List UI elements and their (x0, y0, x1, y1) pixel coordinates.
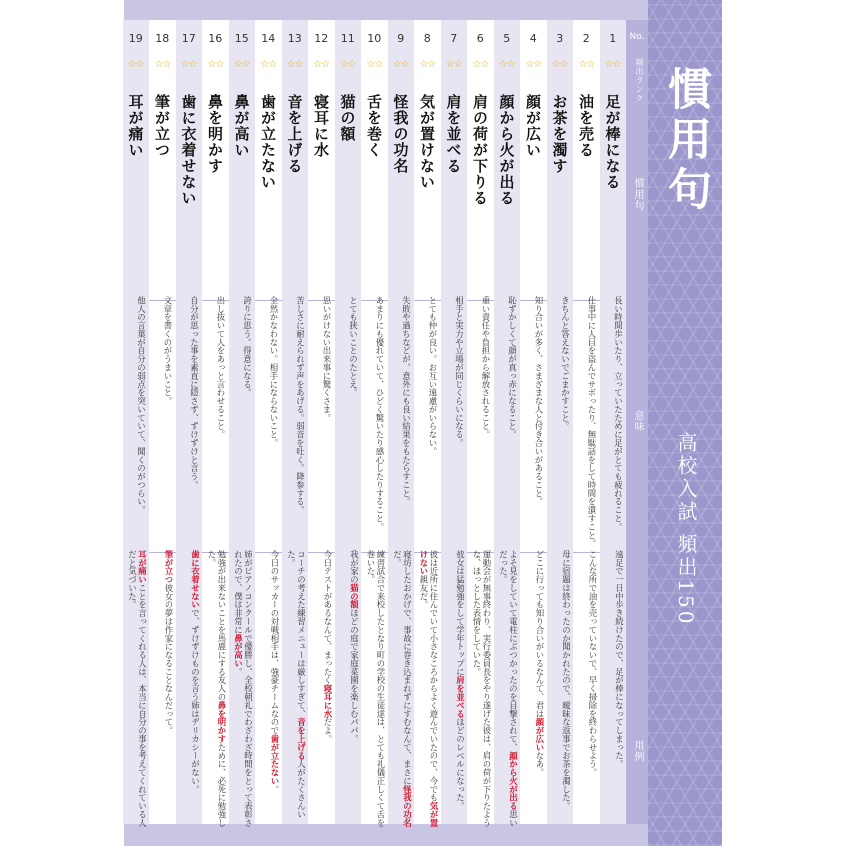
rank-stars-icon: ☆☆ (498, 59, 515, 70)
idiom-meaning: とても狭いことのたとえ。 (348, 296, 359, 397)
idiom-example: 筆が立つ彼女の夢は作家になることなんだって。 (164, 550, 174, 735)
entry-number: 2 (582, 32, 590, 45)
entry-number: 11 (340, 32, 355, 45)
idiom-highlight: 肩を並べる (455, 675, 466, 718)
idiom-phrase: 肩の荷が下りる (471, 94, 489, 206)
idiom-meaning: 自分が思った事を素直に隠さず、ずけずけと言う。 (189, 296, 200, 489)
entry-number: 10 (367, 32, 382, 45)
idiom-column (255, 20, 282, 824)
entry-number: 4 (529, 32, 537, 45)
idiom-highlight: 鼻が高い (233, 633, 244, 668)
idiom-meaning: 恥ずかしくて顔が真っ赤になること。 (507, 296, 518, 439)
entry-number: 8 (423, 32, 431, 45)
idiom-example: どこに行っても知り合いがいるなんて、君は顔が広いなあ。 (535, 550, 545, 777)
entry-number: 6 (476, 32, 484, 45)
idiom-example: 彼女は猛勉強をして学年トップに肩を並べるほどのレベルになった。 (455, 550, 466, 811)
idiom-example: 母に宿題は終わったのか聞かれたので、曖昧な返事でお茶を濁した。 (561, 550, 572, 811)
entry-number: 19 (128, 32, 143, 45)
idiom-column (494, 20, 521, 827)
idiom-highlight: 歯が立たない (270, 734, 280, 785)
idiom-column (123, 20, 150, 827)
idiom-phrase: 寝耳に水 (312, 94, 330, 158)
idiom-phrase: 油を売る (577, 94, 595, 158)
rank-stars-icon: ☆☆ (604, 59, 621, 70)
idiom-example: 耳が痛いことを言ってくれる人は、本当に自分の事を考えてくれている人だと気づいた。 (127, 550, 148, 827)
idiom-example: こんな所で油を売っていないで、早く掃除を終わらせよう。 (588, 550, 598, 777)
entry-number: 17 (181, 32, 196, 45)
idiom-phrase: 顔から火が出る (497, 94, 516, 206)
rank-stars-icon: ☆☆ (233, 59, 250, 70)
idiom-highlight: 猫の額 (349, 583, 360, 609)
rank-stars-icon: ☆☆ (551, 59, 568, 70)
idiom-example: 姉がピアノコンクールで優勝し、全校朝礼でわざわざ時間をとって表彰されたので、僕は非常に鼻が高い。 (233, 550, 254, 827)
idiom-phrase: 怪我の功名 (391, 94, 410, 174)
idiom-example: 練習試合で来校したとなり町の学校の生徒達は、とても礼儀正しくて舌を巻いた。 (366, 550, 386, 827)
idiom-column (388, 20, 415, 827)
label-rank: 頻出ランク (635, 58, 644, 103)
entry-number: 15 (234, 32, 249, 45)
idiom-meaning: きちんと答えないでごまかすこと。 (560, 296, 571, 431)
rank-stars-icon: ☆☆ (286, 59, 303, 70)
idiom-meaning: 苦しさに耐えられず声をあげる。弱音を吐く。降参する。 (295, 296, 306, 515)
idiom-highlight: 寝耳に水 (323, 684, 333, 718)
idiom-highlight: 顔が広い (535, 717, 545, 752)
idiom-phrase: 歯が立たない (259, 94, 277, 190)
idiom-phrase: 顔が広い (524, 94, 542, 158)
label-example: 用例 (632, 740, 643, 762)
sidebar-subtitle: 高校入試 頻出150 (674, 432, 698, 627)
idiom-phrase: 舌を巻く (365, 94, 383, 158)
rank-stars-icon: ☆☆ (339, 59, 356, 70)
idiom-phrase: 足が棒になる (603, 94, 622, 190)
idiom-phrase: 音を上げる (285, 94, 304, 174)
idiom-highlight: 気が置けない (419, 550, 439, 827)
rank-stars-icon: ☆☆ (127, 59, 144, 70)
idiom-example: よそ見をしていて電柱にぶつかったのを目撃されて、顔から火が出る思いだった。 (498, 550, 519, 827)
idiom-highlight: 鼻を明かす (217, 701, 227, 743)
entry-number: 13 (287, 32, 302, 45)
idiom-meaning: 他人の言葉が自分の弱点を突いていて、聞くのがつらい。 (136, 296, 147, 515)
rank-stars-icon: ☆☆ (472, 59, 489, 70)
rank-stars-icon: ☆☆ (366, 59, 383, 70)
idiom-phrase: 猫の額 (338, 94, 357, 142)
entry-number: 18 (155, 32, 170, 45)
idiom-column (282, 20, 309, 824)
idiom-phrase: 筆が立つ (153, 94, 171, 158)
idiom-phrase: 鼻を明かす (206, 94, 224, 174)
idiom-example: 我が家の猫の額ほどの庭で家庭菜園を楽しむパパ。 (349, 550, 360, 743)
idiom-meaning: 長い時間歩いたり、立っていたために足がとても疲れること。 (613, 296, 624, 531)
idiom-meaning: 相手と実力や立場が同じくらいになる。 (454, 296, 465, 448)
entry-number: 7 (450, 32, 458, 45)
idiom-phrase: 肩を並べる (444, 94, 463, 174)
idiom-column (176, 20, 203, 824)
rank-stars-icon: ☆☆ (392, 59, 409, 70)
idiom-column (414, 20, 441, 827)
idiom-meaning: 思いがけない出来事に驚くさま。 (322, 296, 332, 422)
rank-stars-icon: ☆☆ (419, 59, 436, 70)
rank-stars-icon: ☆☆ (207, 59, 224, 70)
idiom-column (520, 20, 547, 824)
idiom-meaning: 重い責任や負担から解放されること。 (481, 296, 491, 439)
idiom-example: 彼は近所に住んでいて小さなころからよく遊んでいたので、今でも気が置けない親友だ。 (419, 550, 439, 827)
idiom-column (202, 20, 229, 827)
idiom-meaning: 失敗や過ちなどが、意外にも良い結果をもたらすこと。 (401, 296, 412, 506)
idiom-meaning: 知り合いが多く、さまざまな人と付き合いがあること。 (534, 296, 544, 506)
rank-stars-icon: ☆☆ (525, 59, 542, 70)
top-band (124, 0, 648, 20)
idiom-phrase: 歯に衣着せない (179, 94, 198, 206)
idiom-highlight: 歯に衣着せない (190, 550, 201, 609)
idiom-phrase: 耳が痛い (126, 94, 145, 158)
idiom-highlight: 音を上げる (296, 717, 307, 760)
idiom-meaning: 仕事中に人目を盗んでサボったり、無駄話をして時間を潰すこと。 (587, 296, 597, 548)
idiom-column (308, 20, 335, 824)
idiom-meaning: 誇りに思う。得意になる。 (242, 296, 253, 397)
idiom-meaning: とても仲が良い。お互い遠慮がいらない。 (428, 296, 438, 456)
idiom-meaning: 出し抜いて人をあっと言わせること。 (216, 296, 226, 439)
rank-stars-icon: ☆☆ (154, 59, 171, 70)
idiom-column (441, 20, 468, 824)
idiom-meaning: 文章を書くのがうまいこと。 (163, 296, 173, 406)
label-phrase: 慣用句 (632, 178, 643, 211)
rank-stars-icon: ☆☆ (180, 59, 197, 70)
idiom-example: 今日のサッカーの対戦相手は、強豪チームなので歯が立たない。 (270, 550, 280, 794)
idiom-column (547, 20, 574, 824)
idiom-highlight: 耳が痛い (137, 550, 148, 584)
idiom-column (573, 20, 600, 824)
idiom-example: 運動会が無事終わり、実行委員長をやり遂げた彼は、肩の荷が下りたような、ほっとした表情をしていた。 (472, 550, 492, 827)
idiom-example: 今日テストがあるなんて、まったく寝耳に水だよ。 (323, 550, 333, 743)
entry-number: 3 (556, 32, 564, 45)
idiom-column (335, 20, 362, 824)
idiom-column (229, 20, 256, 827)
idiom-example: 勉強が出来ないことを馬鹿にする友人の鼻を明かすために、必死に勉強した。 (207, 550, 227, 827)
entry-number: 12 (314, 32, 329, 45)
idiom-highlight: 筆が立つ (164, 550, 174, 584)
rank-stars-icon: ☆☆ (578, 59, 595, 70)
sidebar-title: 慣用句 (660, 66, 711, 216)
idiom-column (149, 20, 176, 824)
idiom-highlight: 顔から火が出る (508, 751, 519, 811)
idiom-example: 遠足で一日中歩き続けたので、足が棒になってしまった。 (614, 550, 625, 769)
entry-number: 16 (208, 32, 223, 45)
entry-number: 14 (261, 32, 276, 45)
idiom-column (361, 20, 388, 827)
rank-stars-icon: ☆☆ (260, 59, 277, 70)
idiom-column (600, 20, 627, 824)
label-meaning: 意味 (632, 410, 643, 432)
idiom-phrase: お茶を濁す (550, 94, 569, 174)
label-no: No. (629, 32, 645, 42)
idiom-example: コーチの考えた練習メニューは厳しすぎて、音を上げる人がたくさんいた。 (286, 550, 307, 819)
idiom-example: 歯に衣着せないで、ずけずけものを言う姉はデリカシーがない。 (190, 550, 201, 794)
idiom-meaning: あまりにも優れていて、ひどく驚いたり感心したりすること。 (375, 296, 385, 531)
idiom-phrase: 鼻が高い (232, 94, 251, 158)
idiom-column (467, 20, 494, 827)
idiom-example: 寝坊したおかげで、事故に巻き込まれずにすむなんて、まさに怪我の功名だ。 (392, 550, 413, 827)
idiom-phrase: 気が置けない (418, 94, 436, 190)
entry-number: 1 (609, 32, 617, 45)
idiom-highlight: 怪我の功名 (402, 784, 413, 827)
rank-stars-icon: ☆☆ (445, 59, 462, 70)
idiom-meaning: 全然かなわない。相手にならないこと。 (269, 296, 279, 448)
rank-stars-icon: ☆☆ (313, 59, 330, 70)
entry-number: 5 (503, 32, 511, 45)
entry-number: 9 (397, 32, 405, 45)
